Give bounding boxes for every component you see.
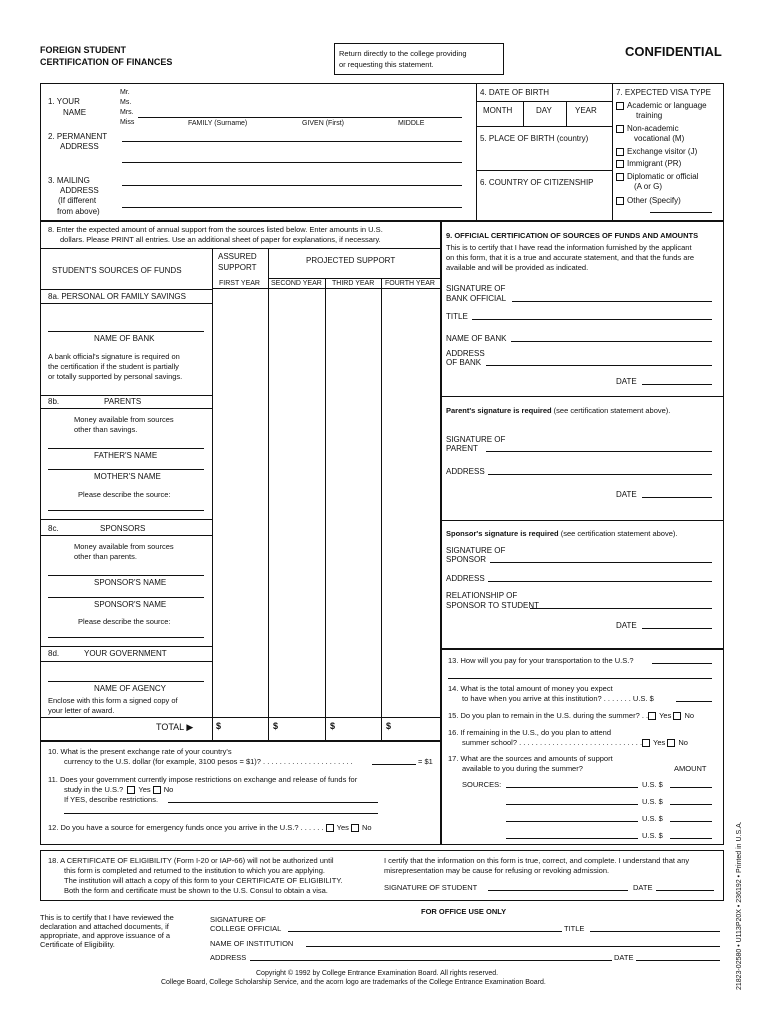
q12-yes-checkbox[interactable] (326, 824, 334, 832)
parent-source-field[interactable] (48, 510, 204, 511)
transportation-field-2[interactable] (448, 678, 712, 679)
section9-title: 9. OFFICIAL CERTIFICATION OF SOURCES OF FUNDS AND AMOUNTS (446, 231, 699, 240)
institution-address-field[interactable] (250, 960, 612, 961)
q11-yes-checkbox[interactable] (127, 786, 135, 794)
sponsor-signature-note: Sponsor's signature is required (see certification statement above). (446, 529, 678, 538)
sponsor-name-field-2[interactable] (48, 597, 204, 598)
q15-yes-checkbox[interactable] (648, 712, 656, 720)
visa-other-checkbox[interactable]: Other (Specify) (616, 196, 681, 206)
place-of-birth-label: 5. PLACE OF BIRTH (country) (480, 134, 589, 143)
dob-month[interactable]: MONTH (483, 106, 513, 115)
title-miss: Miss (120, 119, 135, 126)
mother-name-field[interactable] (48, 469, 204, 470)
visa-vocational-checkbox[interactable]: Non-academic (616, 124, 679, 134)
row-8d-title: YOUR GOVERNMENT (84, 649, 167, 658)
bank-name-cert-field[interactable] (511, 341, 712, 342)
summer-source-field-3[interactable] (506, 821, 638, 822)
summer-amount-field-2[interactable] (670, 804, 712, 805)
mailing-address-field-2[interactable] (122, 207, 462, 208)
visa-diplomatic-checkbox[interactable]: Diplomatic or official (616, 172, 698, 182)
projected-support-header: PROJECTED SUPPORT (306, 256, 396, 265)
parent-signature-field[interactable] (486, 451, 712, 452)
father-name-field[interactable] (48, 448, 204, 449)
dob-day[interactable]: DAY (536, 106, 552, 115)
parent-date-field[interactable] (642, 497, 712, 498)
sponsor-source-field[interactable] (48, 637, 204, 638)
dob-year[interactable]: YEAR (575, 106, 597, 115)
q16-no-checkbox[interactable] (667, 739, 675, 747)
title-mr: Mr. (120, 89, 130, 96)
visa-exchange-checkbox[interactable]: Exchange visitor (J) (616, 147, 697, 157)
total-third-year[interactable]: $ (330, 721, 336, 731)
return-box (334, 43, 504, 75)
office-date-field[interactable] (636, 960, 720, 961)
exchange-rate-field[interactable] (372, 764, 416, 765)
transportation-field-1[interactable] (652, 663, 712, 664)
row-8b-num: 8b. (48, 397, 60, 406)
row-8c-title: SPONSORS (100, 524, 146, 533)
student-signature-field[interactable] (488, 890, 628, 891)
summer-source-field-2[interactable] (506, 804, 638, 805)
sponsor-date-field[interactable] (642, 628, 712, 629)
row-8b-title: PARENTS (104, 397, 142, 406)
total-second-year[interactable]: $ (273, 721, 279, 731)
title-mrs: Mrs. (120, 109, 134, 116)
title-ms: Ms. (120, 99, 132, 106)
visa-type-title: 7. EXPECTED VISA TYPE (616, 88, 711, 97)
return-note-line2: or requesting this statement. (339, 60, 434, 69)
summer-source-field-1[interactable] (506, 787, 638, 788)
name-field[interactable] (138, 117, 462, 118)
agency-name-field[interactable] (48, 681, 204, 682)
student-date-field[interactable] (656, 890, 714, 891)
mailing-address-label: 3. MAILING (48, 176, 90, 185)
section8-intro-2: dollars. Please PRINT all entries. Use an additional sheet of paper for explanations, if necessary. (60, 235, 381, 244)
college-official-title-field[interactable] (590, 931, 720, 932)
permanent-address-label: 2. PERMANENT (48, 132, 108, 141)
bank-date-field[interactable] (642, 384, 712, 385)
summer-source-field-4[interactable] (506, 838, 638, 839)
restrictions-field-1[interactable] (168, 802, 378, 803)
visa-other-field[interactable] (650, 212, 712, 213)
restrictions-field-2[interactable] (64, 813, 378, 814)
total-assured[interactable]: $ (216, 721, 222, 731)
return-note-line1: Return directly to the college providing (339, 49, 467, 58)
summer-amount-field-4[interactable] (670, 838, 712, 839)
bank-name-field[interactable] (48, 331, 204, 332)
permanent-address-field-2[interactable] (122, 162, 462, 163)
mailing-address-field-1[interactable] (122, 185, 462, 186)
section8-intro-1: 8. Enter the expected amount of annual support from the sources listed below. Enter amounts in U.S. (48, 225, 383, 234)
form-title-line1: FOREIGN STUDENT (40, 45, 127, 55)
dob-label: 4. DATE OF BIRTH (480, 88, 550, 97)
row-8c-num: 8c. (48, 524, 59, 533)
q15-no-checkbox[interactable] (673, 712, 681, 720)
parent-signature-note: Parent's signature is required (see certification statement above). (446, 406, 671, 415)
permanent-address-field-1[interactable] (122, 141, 462, 142)
copyright-line: Copyright © 1992 by College Entrance Examination Board. All rights reserved. (256, 970, 499, 977)
sources-of-funds-header: STUDENT'S SOURCES OF FUNDS (52, 266, 182, 275)
your-name-label: 1. YOUR (48, 97, 80, 106)
office-use-title: FOR OFFICE USE ONLY (421, 907, 507, 916)
total-fourth-year[interactable]: $ (386, 721, 392, 731)
institution-name-field[interactable] (306, 946, 720, 947)
row-8d-num: 8d. (48, 649, 60, 658)
sponsor-name-field-1[interactable] (48, 575, 204, 576)
form-title-line2: CERTIFICATION OF FINANCES (40, 57, 173, 67)
row-8a-title: 8a. PERSONAL OR FAMILY SAVINGS (48, 292, 186, 301)
summer-amount-field-3[interactable] (670, 821, 712, 822)
citizenship-label: 6. COUNTRY OF CITIZENSHIP (480, 178, 594, 187)
visa-academic-checkbox[interactable]: Academic or language (616, 101, 707, 111)
assured-support-header: ASSURED (218, 252, 257, 261)
bank-official-signature-field[interactable] (512, 301, 712, 302)
visa-immigrant-checkbox[interactable]: Immigrant (PR) (616, 159, 681, 169)
side-print-code: 21823-02580 • U113P20X • 236192 • Printed in U.S.A. (736, 821, 743, 990)
trademark-line: College Board, College Scholarship Service, and the acorn logo are trademarks of the College Entrance Examination Board. (161, 979, 546, 986)
q12-no-checkbox[interactable] (351, 824, 359, 832)
q11-no-checkbox[interactable] (153, 786, 161, 794)
arrival-money-field[interactable] (676, 701, 712, 702)
parent-address-field[interactable] (488, 474, 712, 475)
sponsor-signature-field[interactable] (490, 562, 712, 563)
sponsor-relationship-field[interactable] (530, 608, 712, 609)
college-official-signature-field[interactable] (288, 931, 562, 932)
sponsor-address-field[interactable] (488, 581, 712, 582)
bank-official-title-field[interactable] (472, 319, 712, 320)
total-label: TOTAL ▶ (156, 722, 194, 732)
bank-address-field[interactable] (486, 365, 712, 366)
summer-amount-field-1[interactable] (670, 787, 712, 788)
confidential-label: CONFIDENTIAL (625, 44, 722, 59)
q16-yes-checkbox[interactable] (642, 739, 650, 747)
